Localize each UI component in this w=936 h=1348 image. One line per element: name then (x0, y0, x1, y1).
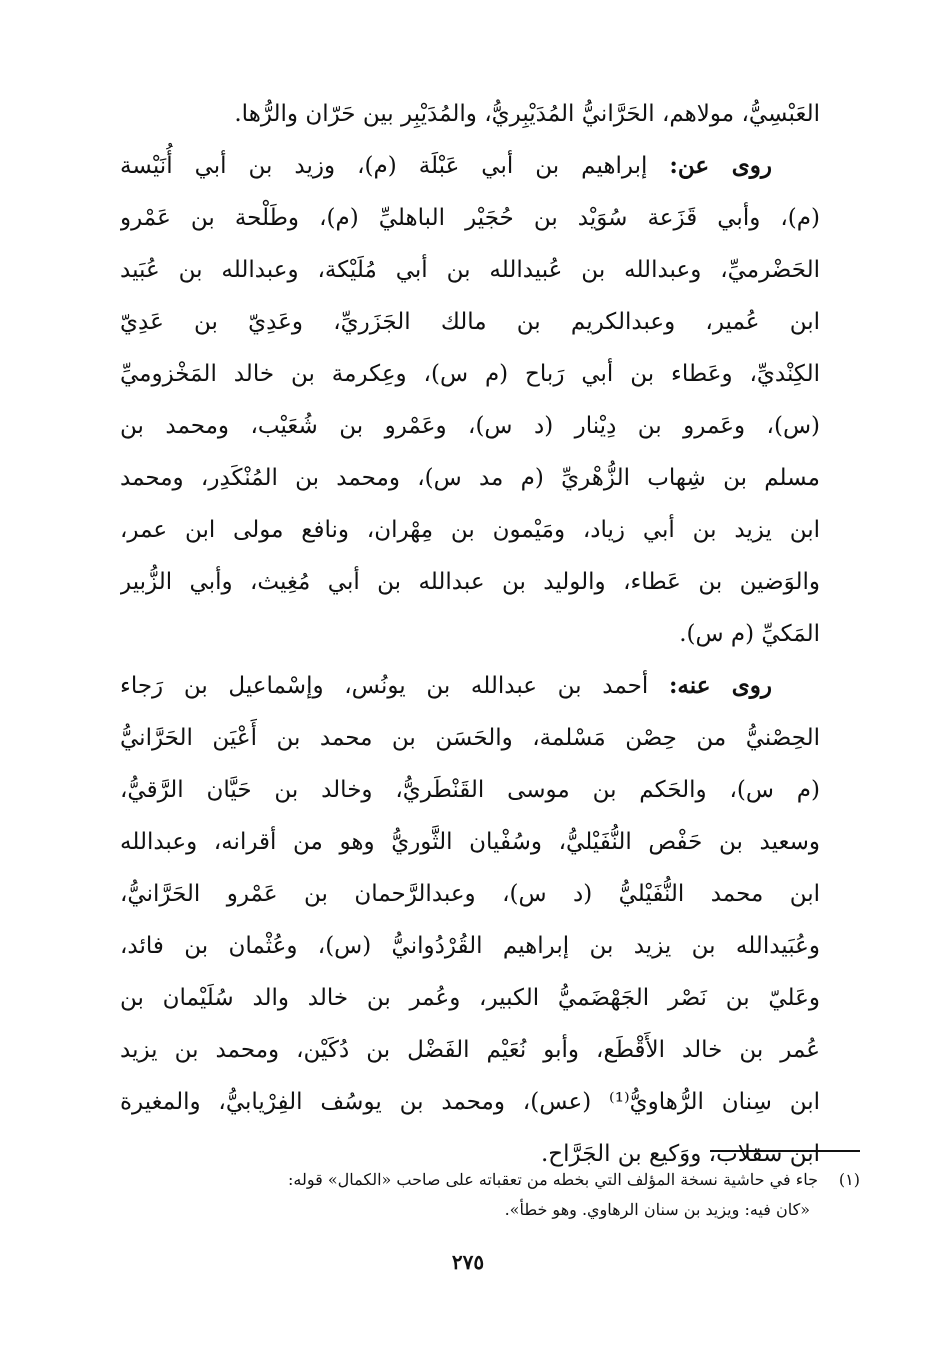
text-line (120, 660, 820, 712)
text-line: (م)، وأبي قَزَعة سُوَيْد بن حُجَيْر الباهليِّ (م)، وطَلْحة بن عَمْرو (120, 205, 820, 231)
text-line: ابن عُمير، وعبدالكريم بن مالك الجَزَريِّ، وعَدِيّ بن عَدِيّ (120, 309, 820, 335)
text-line: العَبْسِيُّ، مولاهم، الحَرَّانيُّ المُدَيْبِريُّ، والمُدَيْبِر بين حَرّان والرُّها. (234, 101, 820, 127)
section-heading-narrated-by: روى عنه: (668, 672, 773, 699)
text-line: ابن محمد النُّفَيْليُّ (د س)، وعبدالرَّحمان بن عَمْرو الحَرَّانيُّ، (120, 881, 820, 907)
text-line: الكِنْديِّ، وعَطاء بن أبي رَباح (م س)، وعِكرمة بن خالد المَخْزوميِّ (120, 361, 820, 387)
text-line: ابن سقلاب، ووَكيع بن الجَرَّاح. (541, 1141, 820, 1167)
footnote-text: جاء في حاشية نسخة المؤلف التي بخطه من تعقباته على صاحب «الكمال» قوله: (288, 1170, 818, 1189)
footnote-marker: (١) (838, 1170, 860, 1189)
text-line: مسلم بن شِهاب الزُّهْريِّ (م مد س)، ومحمد بن المُنْكَدِر، ومحمد (120, 465, 820, 491)
footnote-line: «كان فيه: ويزيد بن سنان الرهاوي. وهو خطأ». (504, 1200, 810, 1219)
section-heading-narrated-from: روى عن: (669, 152, 773, 179)
text-line: (س)، وعَمرو بن دِيْنار (د س)، وعَمْرو بن شُعَيْب، ومحمد بن (120, 413, 820, 439)
text-line: والوَضين بن عَطاء، والوليد بن عبدالله بن أبي مُغِيث، وأبي الزُّبير (120, 569, 820, 595)
text-span: أحمد بن عبدالله بن يونُس، وإسْماعيل بن رَجاء (120, 673, 649, 699)
text-line: وعُبَيدالله بن يزيد بن إبراهيم القُرْدُوانيُّ (س)، وعُثْمان بن فائد، (120, 933, 820, 959)
text-line: الحَضْرميِّ، وعبدالله بن عُبيدالله بن أبي مُلَيْكة، وعبدالله بن عُبَيد (120, 257, 820, 283)
text-line: (م س)، والحَكم بن موسى القَنْطَريُّ، وخالد بن حَيَّان الرَّقيُّ، (120, 777, 820, 803)
text-line (120, 140, 820, 192)
text-line: المَكيِّ (م س). (679, 621, 820, 647)
footnote (160, 1165, 860, 1225)
footnote-line (160, 1165, 860, 1195)
page-number: ٢٧٥ (451, 1250, 485, 1274)
text-span: إبراهيم بن أبي عَبْلَة (م)، وزيد بن أبي أُنَيْسة (120, 153, 648, 179)
text-line: وعَليّ بن نَصْر الجَهْضَميُّ الكبير، وعُمر بن خالد والد سُلَيْمان بن (120, 985, 820, 1011)
footnote-divider (710, 1150, 860, 1152)
text-line: ابن يزيد بن أبي زياد، ومَيْمون بن مِهْران، ونافع مولى ابن عمر، (120, 517, 820, 543)
text-line: الحِصْنيُّ من حِصْن مَسْلمة، والحَسَن بن محمد بن أَعْيَن الحَرَّانيُّ (120, 725, 820, 751)
main-text (120, 88, 820, 1180)
text-line: ابن سِنان الرُّهاويُّ⁽¹⁾ (عس)، ومحمد بن يوسُف الفِرْيابيُّ، والمغيرة (120, 1089, 820, 1115)
text-line: عُمر بن خالد الأَقْطَع، وأبو نُعَيْم الفَضْل بن دُكَيْن، ومحمد بن يزيد (120, 1037, 820, 1063)
text-line: وسعيد بن حَفْص النُّفَيْليُّ، وسُفْيان الثَّوريُّ وهو من أقرانه، وعبدالله (120, 829, 820, 855)
